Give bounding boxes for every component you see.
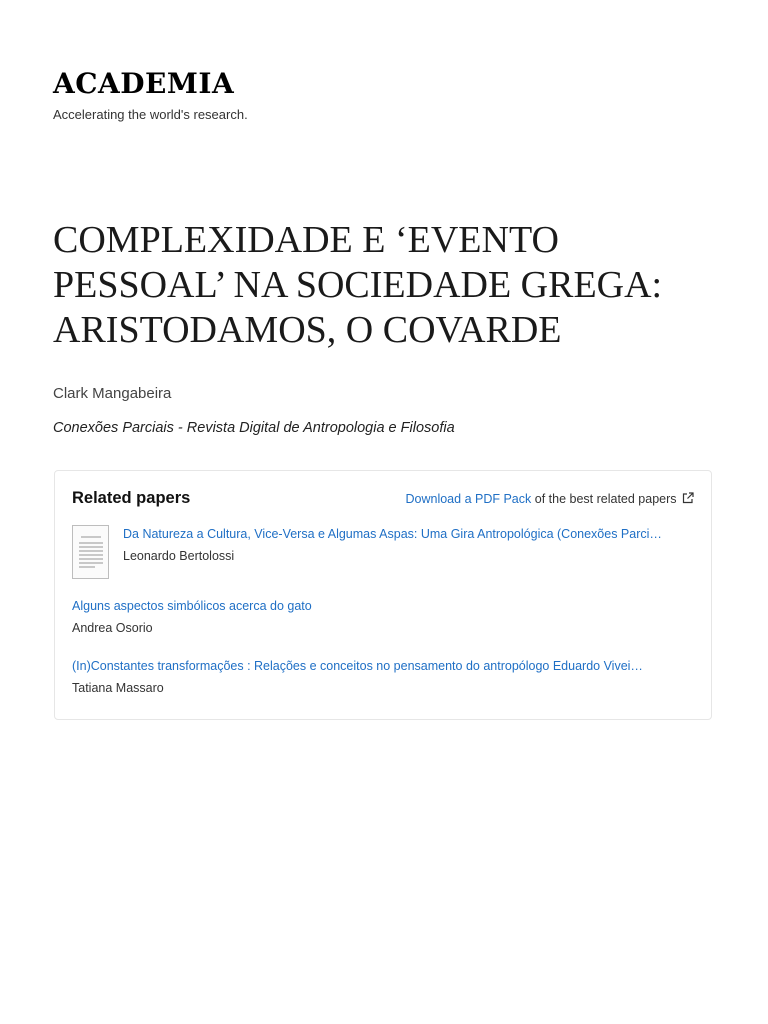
paper-title-line-1: COMPLEXIDADE E ‘EVENTO	[53, 219, 559, 261]
related-paper-link[interactable]: Da Natureza a Cultura, Vice-Versa e Algumas Aspas: Uma Gira Antropológica (Conexões Parci…	[123, 527, 662, 541]
brand-header	[53, 66, 248, 124]
related-paper-link[interactable]: Alguns aspectos simbólicos acerca do gato	[72, 599, 312, 613]
related-paper-text	[123, 525, 694, 565]
paper-title-line-2: PESSOAL’ NA SOCIEDADE GREGA:	[53, 264, 663, 306]
related-papers-title: Related papers	[72, 489, 191, 507]
external-link-icon[interactable]	[682, 491, 694, 509]
paper-author: Clark Mangabeira	[53, 385, 172, 402]
academia-logo[interactable]: ACADEMIA	[53, 67, 235, 100]
related-paper-item	[72, 657, 694, 697]
paper-title	[53, 218, 733, 353]
related-paper-author: Andrea Osorio	[72, 621, 153, 635]
document-thumbnail-icon[interactable]	[72, 525, 109, 579]
related-papers-panel	[54, 470, 712, 720]
related-paper-author: Leonardo Bertolossi	[123, 549, 235, 563]
paper-title-line-3: ARISTODAMOS, O COVARDE	[53, 309, 562, 351]
pdf-pack-suffix: of the best related papers	[534, 492, 677, 506]
related-papers-header	[72, 487, 694, 511]
pdf-pack-line	[406, 490, 695, 509]
brand-tagline: Accelerating the world's research.	[53, 107, 248, 122]
related-paper-link[interactable]: (In)Constantes transformações : Relações e conceitos no pensamento do antropólogo Eduardo Vivei…	[72, 659, 643, 673]
related-paper-author: Tatiana Massaro	[72, 681, 164, 695]
related-paper-item	[72, 597, 694, 637]
download-pdf-pack-link[interactable]: Download a PDF Pack	[405, 492, 532, 506]
paper-journal: Conexões Parciais - Revista Digital de Antropologia e Filosofia	[53, 420, 455, 436]
